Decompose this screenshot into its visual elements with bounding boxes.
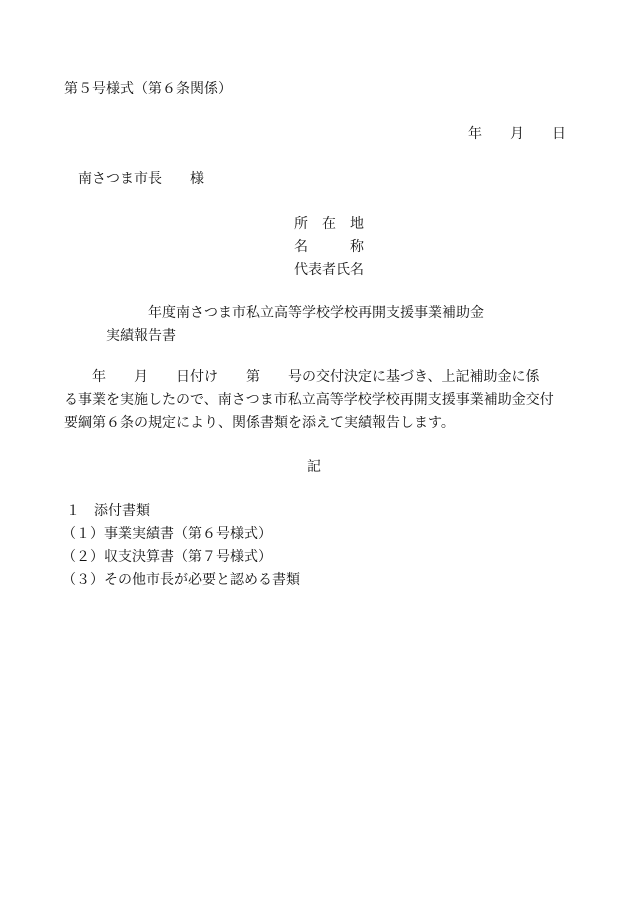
attachments-heading: １ 添付書類 — [66, 503, 150, 519]
applicant-name-label: 名 称 — [294, 239, 364, 255]
form-label: 第５号様式（第６条関係） — [64, 81, 232, 97]
body-line: る事業を実施したので、南さつま市私立高等学校学校再開支援事業補助金交付 — [64, 392, 554, 408]
applicant-representative-label: 代表者氏名 — [294, 262, 364, 278]
addressee: 南さつま市長 様 — [78, 171, 204, 187]
attachment-item: （３）その他市長が必要と認める書類 — [62, 572, 300, 588]
attachment-item: （２）収支決算書（第７号様式） — [62, 549, 272, 565]
body-paragraph — [64, 366, 568, 435]
date-line: 年 月 日 — [468, 126, 566, 142]
document-title: 年度南さつま市私立高等学校学校再開支援事業補助金 — [148, 305, 484, 321]
body-line: 要綱第６条の規定により、関係書類を添えて実績報告します。 — [64, 415, 455, 431]
applicant-address-label: 所 在 地 — [294, 216, 364, 232]
body-line: 年 月 日付け 第 号の交付決定に基づき、上記補助金に係 — [64, 369, 540, 385]
ki-heading: 記 — [307, 459, 321, 475]
attachment-item: （１）事業実績書（第６号様式） — [62, 526, 272, 542]
document-title-continued: 実績報告書 — [106, 328, 176, 344]
